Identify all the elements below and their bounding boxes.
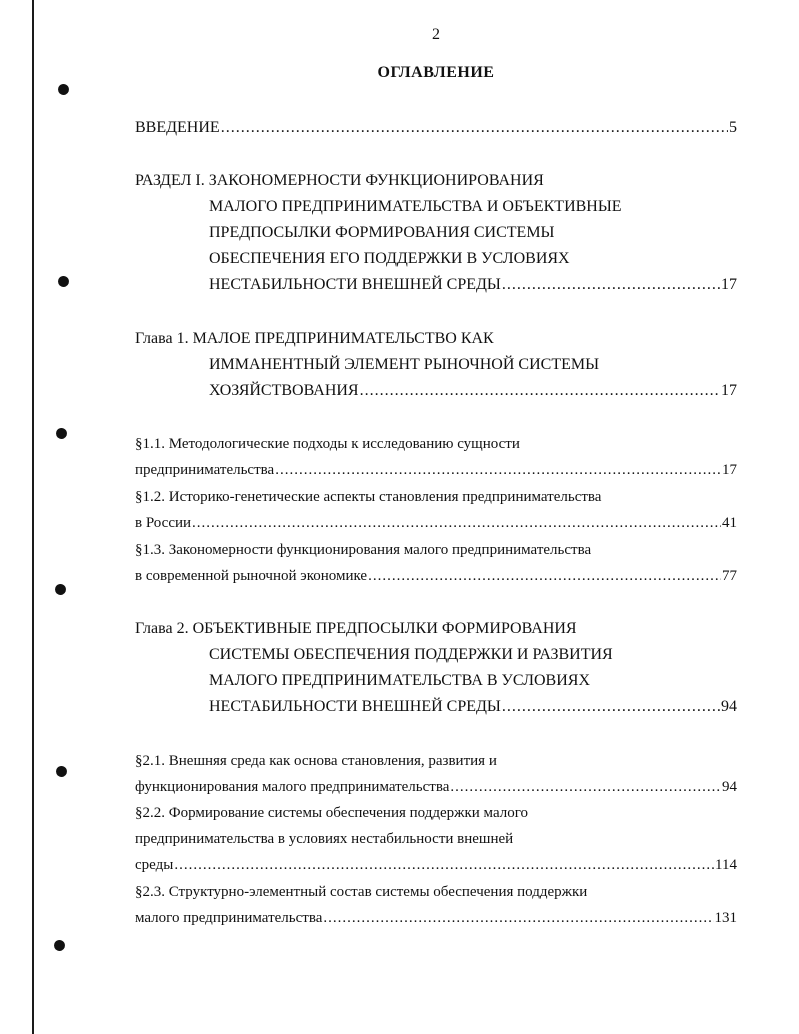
toc-entry-1-1[interactable] [135,460,737,480]
toc-chapter-title-line: СИСТЕМЫ ОБЕСПЕЧЕНИЯ ПОДДЕРЖКИ И РАЗВИТИЯ [209,646,613,663]
punch-hole-mark [54,764,68,778]
toc-chapter-title-line: МАЛОГО ПРЕДПРИНИМАТЕЛЬСТВА В УСЛОВИЯХ [209,672,590,689]
toc-label: предпринимательства [135,462,275,478]
toc-entry-1-3[interactable] [135,566,737,586]
toc-entry-2-1[interactable] [135,777,737,797]
leader-dots [360,381,720,401]
toc-page: 17 [721,382,737,399]
toc-page: 94 [721,698,737,715]
scan-margin-line [32,0,34,1034]
toc-paragraph-line: §2.3. Структурно-элементный состав системы обеспечения поддержки [135,884,588,900]
toc-page: 17 [721,276,737,293]
toc-page: 94 [722,779,737,795]
toc-label: в России [135,515,192,531]
toc-label: НЕСТАБИЛЬНОСТИ ВНЕШНЕЙ СРЕДЫ [209,276,501,293]
page-number: 2 [432,26,440,43]
leader-dots [502,275,720,295]
toc-label: малого предпринимательства [135,910,323,926]
toc-entry-2-2[interactable] [135,855,737,875]
toc-paragraph-line: §2.1. Внешняя среда как основа становления, развития и [135,753,497,769]
page-title: ОГЛАВЛЕНИЕ [377,64,495,81]
leader-dots [323,908,713,928]
toc-chapter-title-line: ИММАНЕНТНЫЙ ЭЛЕМЕНТ РЫНОЧНОЙ СИСТЕМЫ [209,356,600,373]
toc-page: 114 [715,857,737,873]
leader-dots [368,566,721,586]
toc-entry-2-3[interactable] [135,908,737,928]
toc-label: ХОЗЯЙСТВОВАНИЯ [209,382,359,399]
leader-dots [192,513,721,533]
leader-dots [275,460,721,480]
leader-dots [221,118,728,138]
toc-chapter-title-line: Глава 2. ОБЪЕКТИВНЫЕ ПРЕДПОСЫЛКИ ФОРМИРОВАНИЯ [135,620,577,637]
toc-paragraph-line: §1.1. Методологические подходы к исследованию сущности [135,436,520,452]
punch-hole-mark [52,938,66,952]
toc-section-title-line: ПРЕДПОСЫЛКИ ФОРМИРОВАНИЯ СИСТЕМЫ [209,224,555,241]
toc-label: в современной рыночной экономике [135,568,368,584]
toc-entry-section1[interactable] [209,275,737,295]
toc-paragraph-line: §2.2. Формирование системы обеспечения поддержки малого [135,805,529,821]
toc-entry-chapter2[interactable] [209,697,737,717]
toc-entry-chapter1[interactable] [209,381,737,401]
leader-dots [174,855,714,875]
toc-paragraph-line: §1.3. Закономерности функционирования малого предпринимательства [135,542,592,558]
toc-chapter-title-line: Глава 1. МАЛОЕ ПРЕДПРИНИМАТЕЛЬСТВО КАК [135,330,494,347]
punch-hole-mark [53,582,67,596]
leader-dots [502,697,720,717]
toc-section-title-line: ОБЕСПЕЧЕНИЯ ЕГО ПОДДЕРЖКИ В УСЛОВИЯХ [209,250,570,267]
toc-entry-intro[interactable] [135,118,737,138]
toc-entry-1-2[interactable] [135,513,737,533]
leader-dots [450,777,721,797]
toc-label: ВВЕДЕНИЕ [135,119,220,136]
toc-page: 77 [722,568,737,584]
toc-page: 131 [714,910,737,926]
toc-section-title-line: МАЛОГО ПРЕДПРИНИМАТЕЛЬСТВА И ОБЪЕКТИВНЫЕ [209,198,622,215]
toc-label: среды [135,857,174,873]
toc-page: 41 [722,515,737,531]
punch-hole-mark [54,426,68,440]
toc-paragraph-line: предпринимательства в условиях нестабильности внешней [135,831,514,847]
toc-section-title-line: РАЗДЕЛ I. ЗАКОНОМЕРНОСТИ ФУНКЦИОНИРОВАНИЯ [135,172,544,189]
toc-page: 5 [729,119,737,136]
toc-label: функционирования малого предпринимательства [135,779,450,795]
punch-hole-mark [56,274,70,288]
toc-paragraph-line: §1.2. Историко-генетические аспекты становления предпринимательства [135,489,602,505]
punch-hole-mark [56,82,70,96]
toc-label: НЕСТАБИЛЬНОСТИ ВНЕШНЕЙ СРЕДЫ [209,698,501,715]
toc-page: 17 [722,462,737,478]
